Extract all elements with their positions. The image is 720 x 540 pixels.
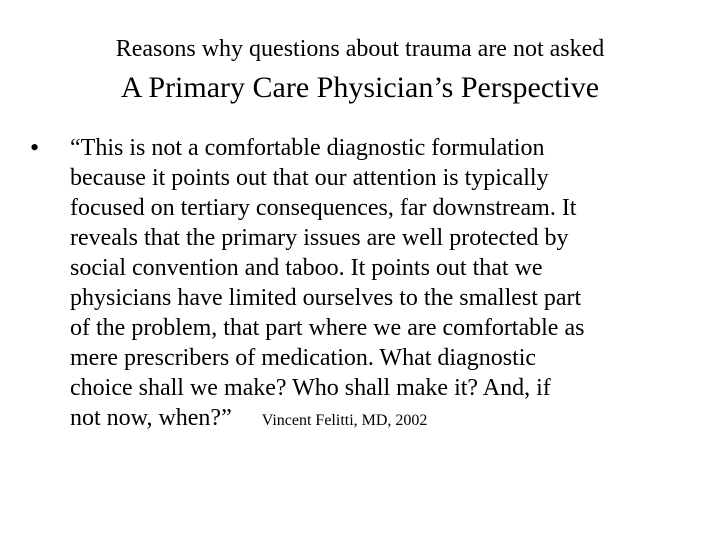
slide-title: A Primary Care Physician’s Perspective (120, 71, 600, 104)
quote-text (70, 133, 685, 436)
quote-attribution: Vincent Felitti, MD, 2002 (261, 412, 428, 429)
bullet-icon: • (30, 133, 40, 162)
quote-line: physicians have limited ourselves to the smallest part (70, 285, 582, 311)
quote-line: “This is not a comfortable diagnostic formulation (70, 135, 545, 161)
quote-line-last-text: not now, when?” (70, 405, 232, 431)
quote-line: social convention and taboo. It points out that we (70, 255, 543, 281)
quote-line: mere prescribers of medication. What diagnostic (70, 345, 537, 371)
quote-bullet (0, 133, 720, 473)
quote-line: of the problem, that part where we are comfortable as (70, 315, 585, 341)
quote-line: reveals that the primary issues are well protected by (70, 225, 569, 251)
quote-line: because it points out that our attention is typically (70, 165, 549, 191)
slide-subtitle: Reasons why questions about trauma are not asked (115, 36, 605, 62)
quote-line-last (70, 403, 685, 436)
quote-line: focused on tertiary consequences, far downstream. It (70, 195, 577, 221)
quote-line: choice shall we make? Who shall make it? And, if (70, 375, 551, 401)
